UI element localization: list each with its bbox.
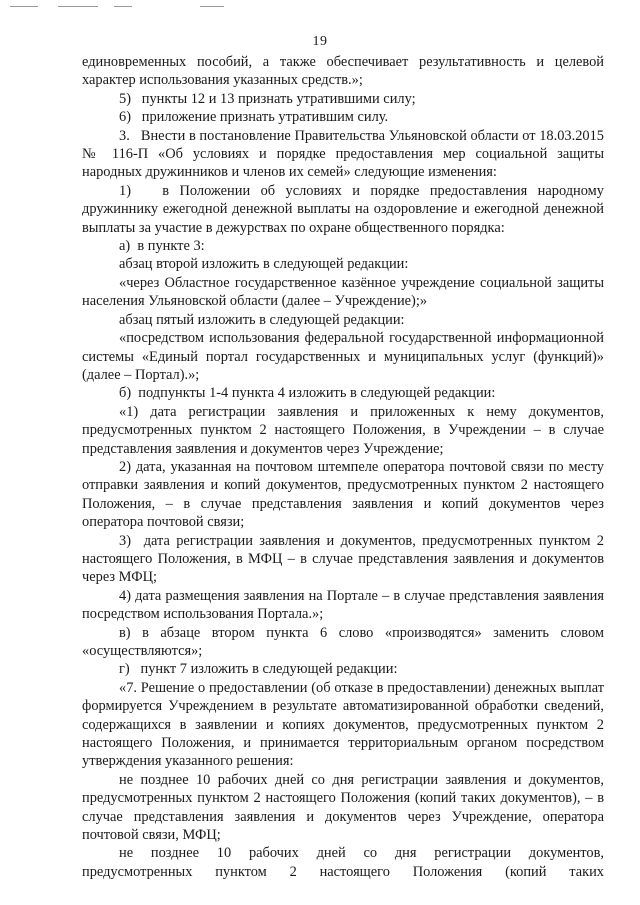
paragraph: в) в абзаце втором пункта 6 слово «производятся» заменить словом «осуществляются»; xyxy=(82,624,604,659)
scan-header-marks xyxy=(10,6,270,10)
paragraph: 1) в Положении об условиях и порядке предоставления народному дружиннику ежегодной денежной выплаты на оздоровление и ежегодной денежной выплаты за участие в дежурствах по охране общественного порядка: xyxy=(82,182,604,236)
paragraph: «7. Решение о предоставлении (об отказе в предоставлении) денежных выплат формируется Учреждением в результате автоматизированной обработки сведений, содержащихся в заявлении и копиях документов, предусмотренных пунктом 2 настоящего Положения, и принимается территориальным органом посредством утверждения указанного решения: xyxy=(82,679,604,770)
paragraph: г) пункт 7 изложить в следующей редакции: xyxy=(119,661,398,678)
paragraph: единовременных пособий, а также обеспечивает результативность и целевой характер использования указанных средств.»; xyxy=(82,54,604,89)
paragraph: 4) дата размещения заявления на Портале – в случае представления заявления посредством использования Портала.»; xyxy=(82,587,604,623)
paragraph: 3) дата регистрации заявления и документов, предусмотренных пунктом 2 настоящего Положения, в МФЦ – в случае представления заявления и документов через МФЦ; xyxy=(82,532,604,586)
paragraph: 3. Внести в постановление Правительства Ульяновской области от 18.03.2015 № 116-П «Об условиях и порядке предоставления мер социальной защиты народных дружинников и членов их семей» следующие изменения: xyxy=(82,127,604,181)
paragraph: 2) дата, указанная на почтовом штемпеле оператора почтовой связи по месту отправки заявления и копий документов, предусмотренных пунктом 2 настоящего Положения, – в случае представления заявления и копий документов через оператора почтовой связи; xyxy=(82,458,604,531)
paragraph: «1) дата регистрации заявления и приложенных к нему документов, предусмотренных пунктом 2 настоящего Положения, в Учреждении – в случае представления заявления и документов через Учреждение; xyxy=(82,403,604,457)
paragraph: 6) приложение признать утратившим силу. xyxy=(119,109,389,126)
paragraph: б) подпункты 1-4 пункта 4 изложить в следующей редакции: xyxy=(119,385,496,402)
paragraph: не позднее 10 рабочих дней со дня регистрации заявления и документов, предусмотренных пунктом 2 настоящего Положения (копий таких документов), – в случае представления заявления и документов через Учреждение, оператора почтовой связи, МФЦ; xyxy=(82,771,604,844)
paragraph: абзац второй изложить в следующей редакции: xyxy=(119,256,409,273)
paragraph: «через Областное государственное казённое учреждение социальной защиты населения Ульяновской области (далее – Учреждение);» xyxy=(82,274,604,310)
paragraph: абзац пятый изложить в следующей редакции: xyxy=(119,311,405,328)
paragraph: «посредством использования федеральной государственной информационной системы «Единый портал государственных и муниципальных услуг (функций)» (далее – Портал).»; xyxy=(82,330,604,383)
paragraph: 5) пункты 12 и 13 признать утратившими силу; xyxy=(119,90,416,107)
document-body xyxy=(82,53,604,881)
page-number: 19 xyxy=(312,34,328,49)
paragraph: не позднее 10 рабочих дней со дня регистрации документов, предусмотренных пунктом 2 настоящего Положения (копий таких xyxy=(82,845,604,880)
paragraph: а) в пункте 3: xyxy=(119,238,205,255)
